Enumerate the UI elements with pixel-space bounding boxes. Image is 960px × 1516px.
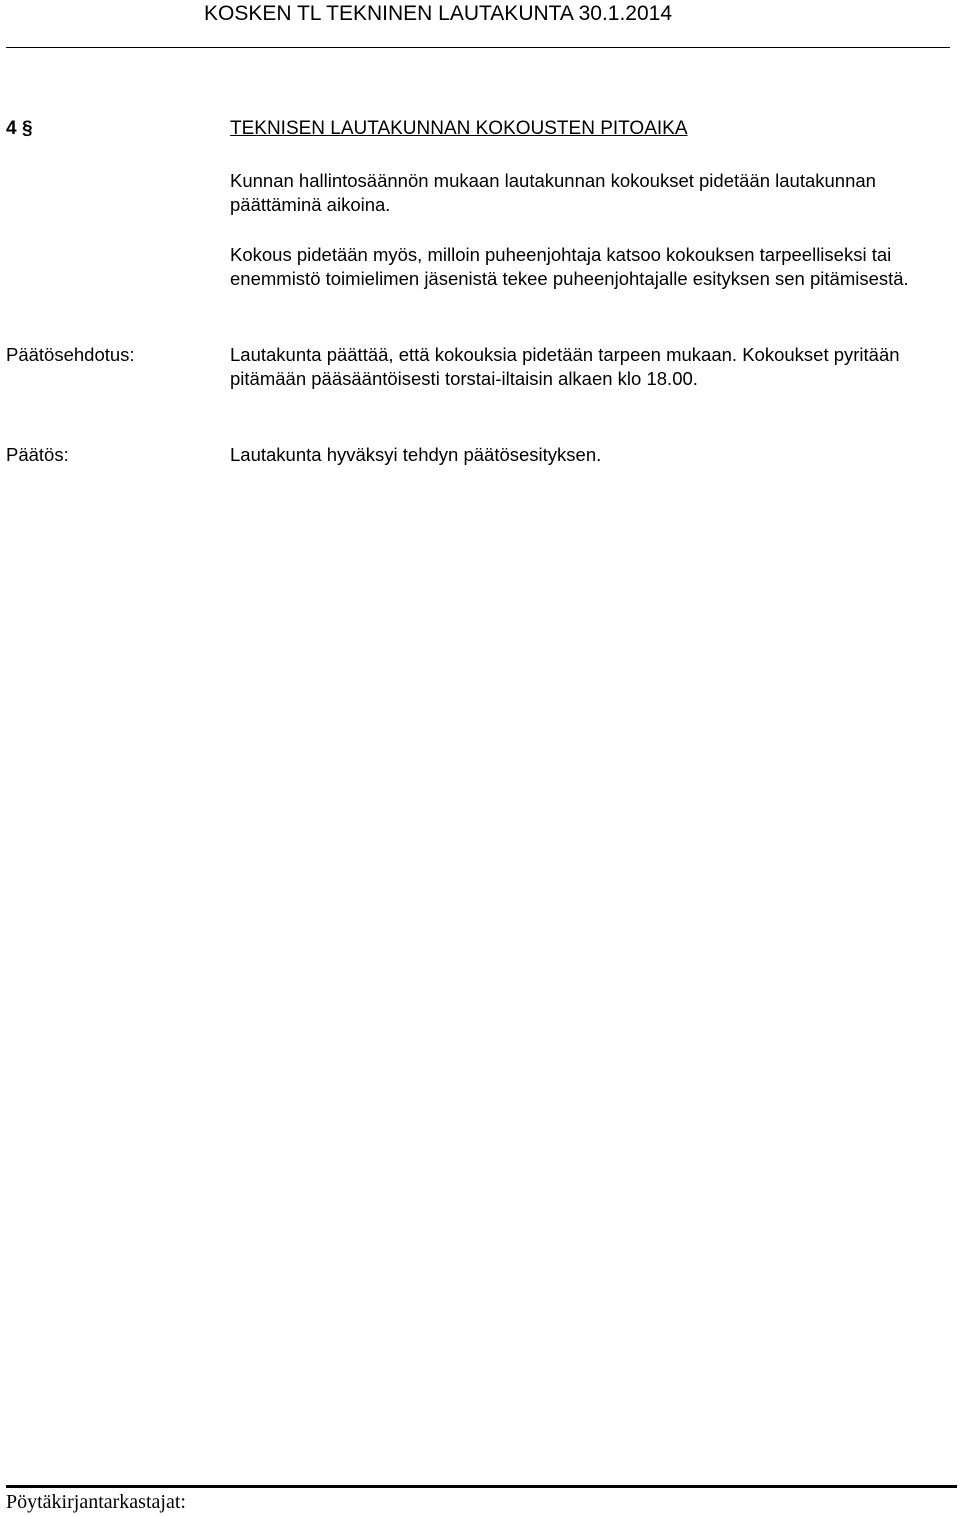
section-title: TEKNISEN LAUTAKUNNAN KOKOUSTEN PITOAIKA	[230, 118, 688, 139]
decision-label: Päätös:	[6, 444, 69, 465]
body-paragraph-1: Kunnan hallintosäännön mukaan lautakunnan kokoukset pidetään lautakunnan päättäminä aikoina.	[230, 170, 876, 216]
proposal-label: Päätösehdotus:	[6, 344, 135, 365]
body-paragraph-2: Kokous pidetään myös, milloin puheenjohtaja katsoo kokouksen tarpeelliseksi tai enemmistö toimielimen jäsenistä tekee puheenjohtajalle esityksen sen pitämisestä.	[230, 244, 909, 290]
footer-divider	[6, 1485, 957, 1488]
section-sign: §	[22, 118, 33, 139]
section-number: 4	[6, 118, 17, 139]
header-divider	[6, 47, 950, 48]
decision-text: Lautakunta hyväksyi tehdyn päätösesityksen.	[230, 444, 602, 465]
document-header-title: KOSKEN TL TEKNINEN LAUTAKUNTA 30.1.2014	[204, 2, 673, 25]
proposal-text: Lautakunta päättää, että kokouksia pidetään tarpeen mukaan. Kokoukset pyritään pitämään pääsääntöisesti torstai-iltaisin alkaen klo 18.00.	[230, 344, 900, 390]
footer-signatories-label: Pöytäkirjantarkastajat:	[6, 1491, 186, 1513]
